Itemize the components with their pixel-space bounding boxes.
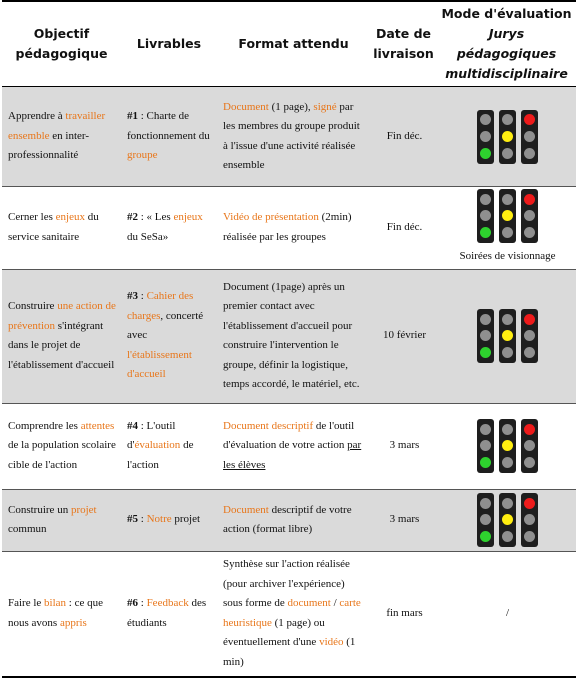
evaluation-cell: / bbox=[505, 607, 510, 619]
traffic-light-icon-yellow bbox=[499, 419, 516, 473]
table-row bbox=[2, 551, 576, 677]
table-row bbox=[2, 187, 576, 270]
objective-cell: Construire une action de prévention s'intégrant dans le projet de l'établissement d'accueil bbox=[8, 300, 116, 371]
deliverable-cell: #6 : Feedback des étudiants bbox=[127, 597, 207, 629]
header-deliverables: Livrables bbox=[136, 36, 202, 51]
traffic-lights bbox=[477, 493, 538, 547]
traffic-lights bbox=[477, 309, 538, 363]
date-cell: 10 février bbox=[382, 329, 427, 342]
deliverable-cell: #4 : L'outil d'évaluation de l'action bbox=[127, 419, 194, 471]
format-cell: Synthèse sur l'action réalisée (pour archiver l'expérience) sous forme de document / carte heuristique (1 page) ou éventuellement d'une vidéo (1 min) bbox=[223, 558, 361, 668]
traffic-light-icon-red bbox=[521, 110, 538, 164]
deliverable-cell: #5 : Notre projet bbox=[127, 513, 201, 526]
traffic-light-icon-red bbox=[521, 309, 538, 363]
deliverable-cell: #3 : Cahier des charges, concerté avec l'établissement d'accueil bbox=[127, 290, 204, 381]
objective-cell: Cerner les enjeux du service sanitaire bbox=[8, 211, 99, 243]
header-row bbox=[2, 1, 576, 87]
table-row bbox=[2, 269, 576, 403]
evaluation-cell bbox=[437, 87, 576, 187]
date-cell: Fin déc. bbox=[386, 129, 423, 142]
objective-cell: Construire un projet commun bbox=[8, 503, 97, 535]
header-evaluation-subtitle: Jurys pédagogiques multidisciplinaire bbox=[445, 26, 568, 81]
evaluation-cell bbox=[437, 403, 576, 489]
traffic-light-icon-green bbox=[477, 493, 494, 547]
evaluation-note: Soirées de visionnage bbox=[459, 250, 556, 262]
table-row bbox=[2, 489, 576, 551]
date-cell: Fin déc. bbox=[386, 221, 423, 233]
deliverable-cell: #2 : « Les enjeux du SeSa» bbox=[127, 211, 203, 243]
traffic-light-icon-yellow bbox=[499, 309, 516, 363]
traffic-lights bbox=[477, 189, 538, 243]
header-format: Format attendu bbox=[238, 36, 349, 51]
format-cell: Document (1 page), signé par les membres du groupe produit à l'issue d'une activité réalisée ensemble bbox=[223, 100, 360, 171]
date-cell: 3 mars bbox=[389, 439, 420, 452]
traffic-lights bbox=[477, 110, 538, 164]
traffic-light-icon-yellow bbox=[499, 110, 516, 164]
objective-cell: Faire le bilan : ce que nous avons appris bbox=[8, 597, 103, 629]
format-cell: Document descriptif de l'outil d'évaluation de votre action par les élèves bbox=[223, 419, 362, 471]
evaluation-cell bbox=[437, 269, 576, 403]
header-date: Date de livraison bbox=[373, 26, 434, 61]
traffic-lights bbox=[477, 419, 538, 473]
table-row bbox=[2, 403, 576, 489]
objective-cell: Apprendre à travailler ensemble en inter-professionnalité bbox=[8, 110, 106, 162]
header-objective: Objectif pédagogique bbox=[15, 26, 108, 61]
traffic-light-icon-green bbox=[477, 309, 494, 363]
traffic-light-icon-green bbox=[477, 189, 494, 243]
header-evaluation bbox=[437, 1, 576, 87]
traffic-light-icon-yellow bbox=[499, 493, 516, 547]
format-cell: Document (1page) après un premier contact avec l'établissement d'accueil pour construire l'intervention le groupe, définir la logistique, temps accordé, le matériel, etc. bbox=[223, 280, 360, 390]
traffic-light-icon-green bbox=[477, 110, 494, 164]
date-cell: fin mars bbox=[386, 607, 423, 619]
format-cell: Document descriptif de votre action (format libre) bbox=[223, 503, 352, 535]
table-row bbox=[2, 87, 576, 187]
traffic-light-icon-red bbox=[521, 419, 538, 473]
deliverable-cell: #1 : Charte de fonctionnement du groupe bbox=[127, 110, 210, 162]
header-evaluation-title: Mode d'évaluation bbox=[441, 6, 572, 21]
traffic-light-icon-yellow bbox=[499, 189, 516, 243]
evaluation-cell bbox=[437, 489, 576, 551]
evaluation-cell bbox=[437, 187, 576, 270]
date-cell: 3 mars bbox=[389, 513, 420, 526]
traffic-light-icon-green bbox=[477, 419, 494, 473]
planning-table bbox=[2, 0, 576, 678]
objective-cell: Comprendre les attentes de la population scolaire cible de l'action bbox=[8, 419, 116, 471]
traffic-light-icon-red bbox=[521, 493, 538, 547]
traffic-light-icon-red bbox=[521, 189, 538, 243]
format-cell: Vidéo de présentation (2min) réalisée par les groupes bbox=[223, 211, 352, 243]
